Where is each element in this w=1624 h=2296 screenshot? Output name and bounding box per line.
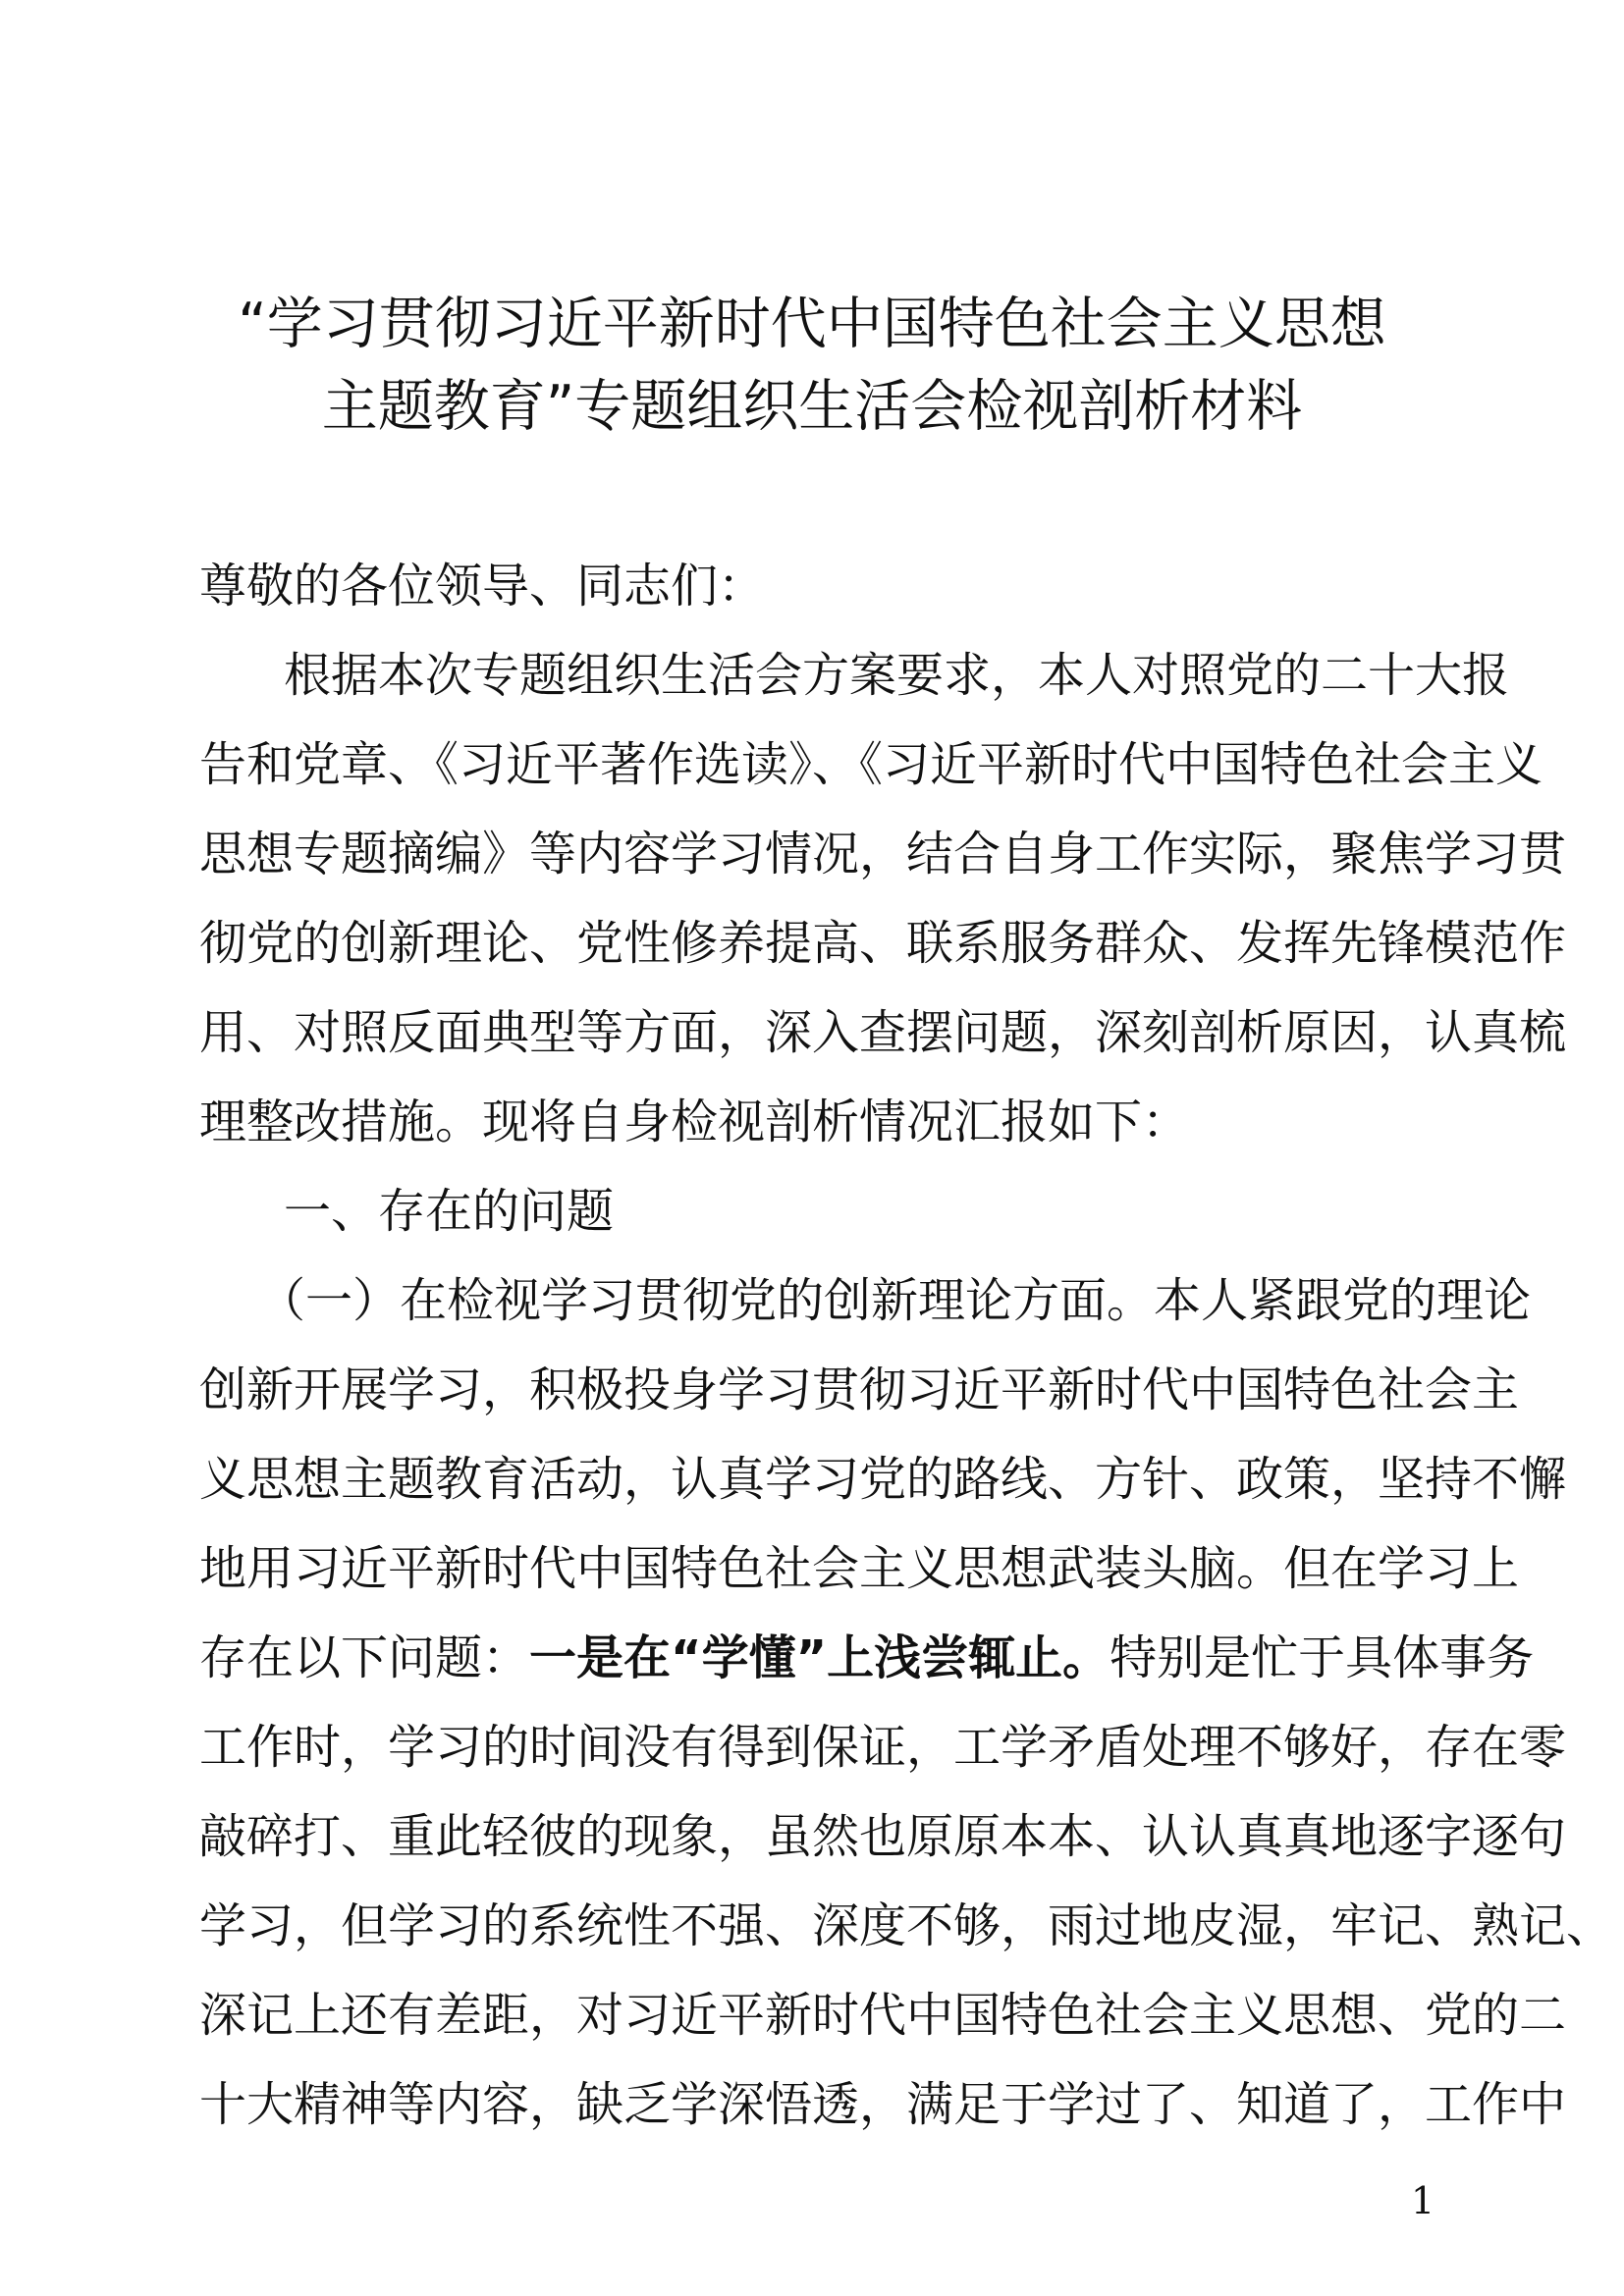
salutation: 尊敬的各位领导、同志们： <box>199 559 766 614</box>
paragraph-line: 根据本次专题组织生活会方案要求，本人对照党的二十大报 <box>284 648 1510 703</box>
text-run: 存在以下问题： <box>199 1630 530 1685</box>
paragraph-line: 地用习近平新时代中国特色社会主义思想武装头脑。但在学习上 <box>199 1541 1520 1596</box>
title-line-2: 主题教育”专题组织生活会检视剖析材料 <box>321 374 1303 439</box>
document-title <box>147 283 1477 448</box>
paragraph-line: 理整改措施。现将自身检视剖析情况汇报如下： <box>199 1095 1190 1149</box>
paragraph-line: 工作时，学习的时间没有得到保证，工学矛盾处理不够好，存在零 <box>199 1720 1567 1775</box>
page-number: 1 <box>1411 2179 1435 2222</box>
paragraph-line: 敲碎打、重此轻彼的现象，虽然也原原本本、认认真真地逐字逐句 <box>199 1809 1567 1864</box>
paragraph-line: 十大精神等内容，缺乏学深悟透，满足于学过了、知道了，工作中 <box>199 2077 1567 2132</box>
paragraph-line: 学习，但学习的系统性不强、深度不够，雨过地皮湿，牢记、熟记、 <box>199 1898 1614 1953</box>
paragraph-line: 告和党章、《习近平著作选读》、《习近平新时代中国特色社会主义 <box>199 737 1543 792</box>
section-heading: 一、存在的问题 <box>284 1184 615 1239</box>
text-run: 特别是忙于具体事务 <box>1110 1630 1535 1685</box>
paragraph-line: 用、对照反面典型等方面，深入查摆问题，深刻剖析原因，认真梳 <box>199 1005 1567 1060</box>
bold-emphasis: 一是在“学懂”上浅尝辄止。 <box>529 1630 1110 1685</box>
paragraph-line: 思想专题摘编》等内容学习情况，结合自身工作实际，聚焦学习贯 <box>199 827 1567 881</box>
subsection-line: （一）在检视学习贯彻党的创新理论方面。本人紧跟党的理论 <box>258 1273 1532 1328</box>
title-line-1: “学习贯彻习近平新时代中国特色社会主义思想 <box>238 292 1386 356</box>
paragraph-line: 彻党的创新理论、党性修养提高、联系服务群众、发挥先锋模范作 <box>199 916 1567 971</box>
paragraph-line: 义思想主题教育活动，认真学习党的路线、方针、政策，坚持不懈 <box>199 1452 1567 1507</box>
document-body <box>199 542 1614 2150</box>
paragraph-line-mixed <box>199 1614 1535 1703</box>
paragraph-line: 创新开展学习，积极投身学习贯彻习近平新时代中国特色社会主 <box>199 1362 1520 1417</box>
paragraph-line: 深记上还有差距，对习近平新时代中国特色社会主义思想、党的二 <box>199 1988 1567 2043</box>
